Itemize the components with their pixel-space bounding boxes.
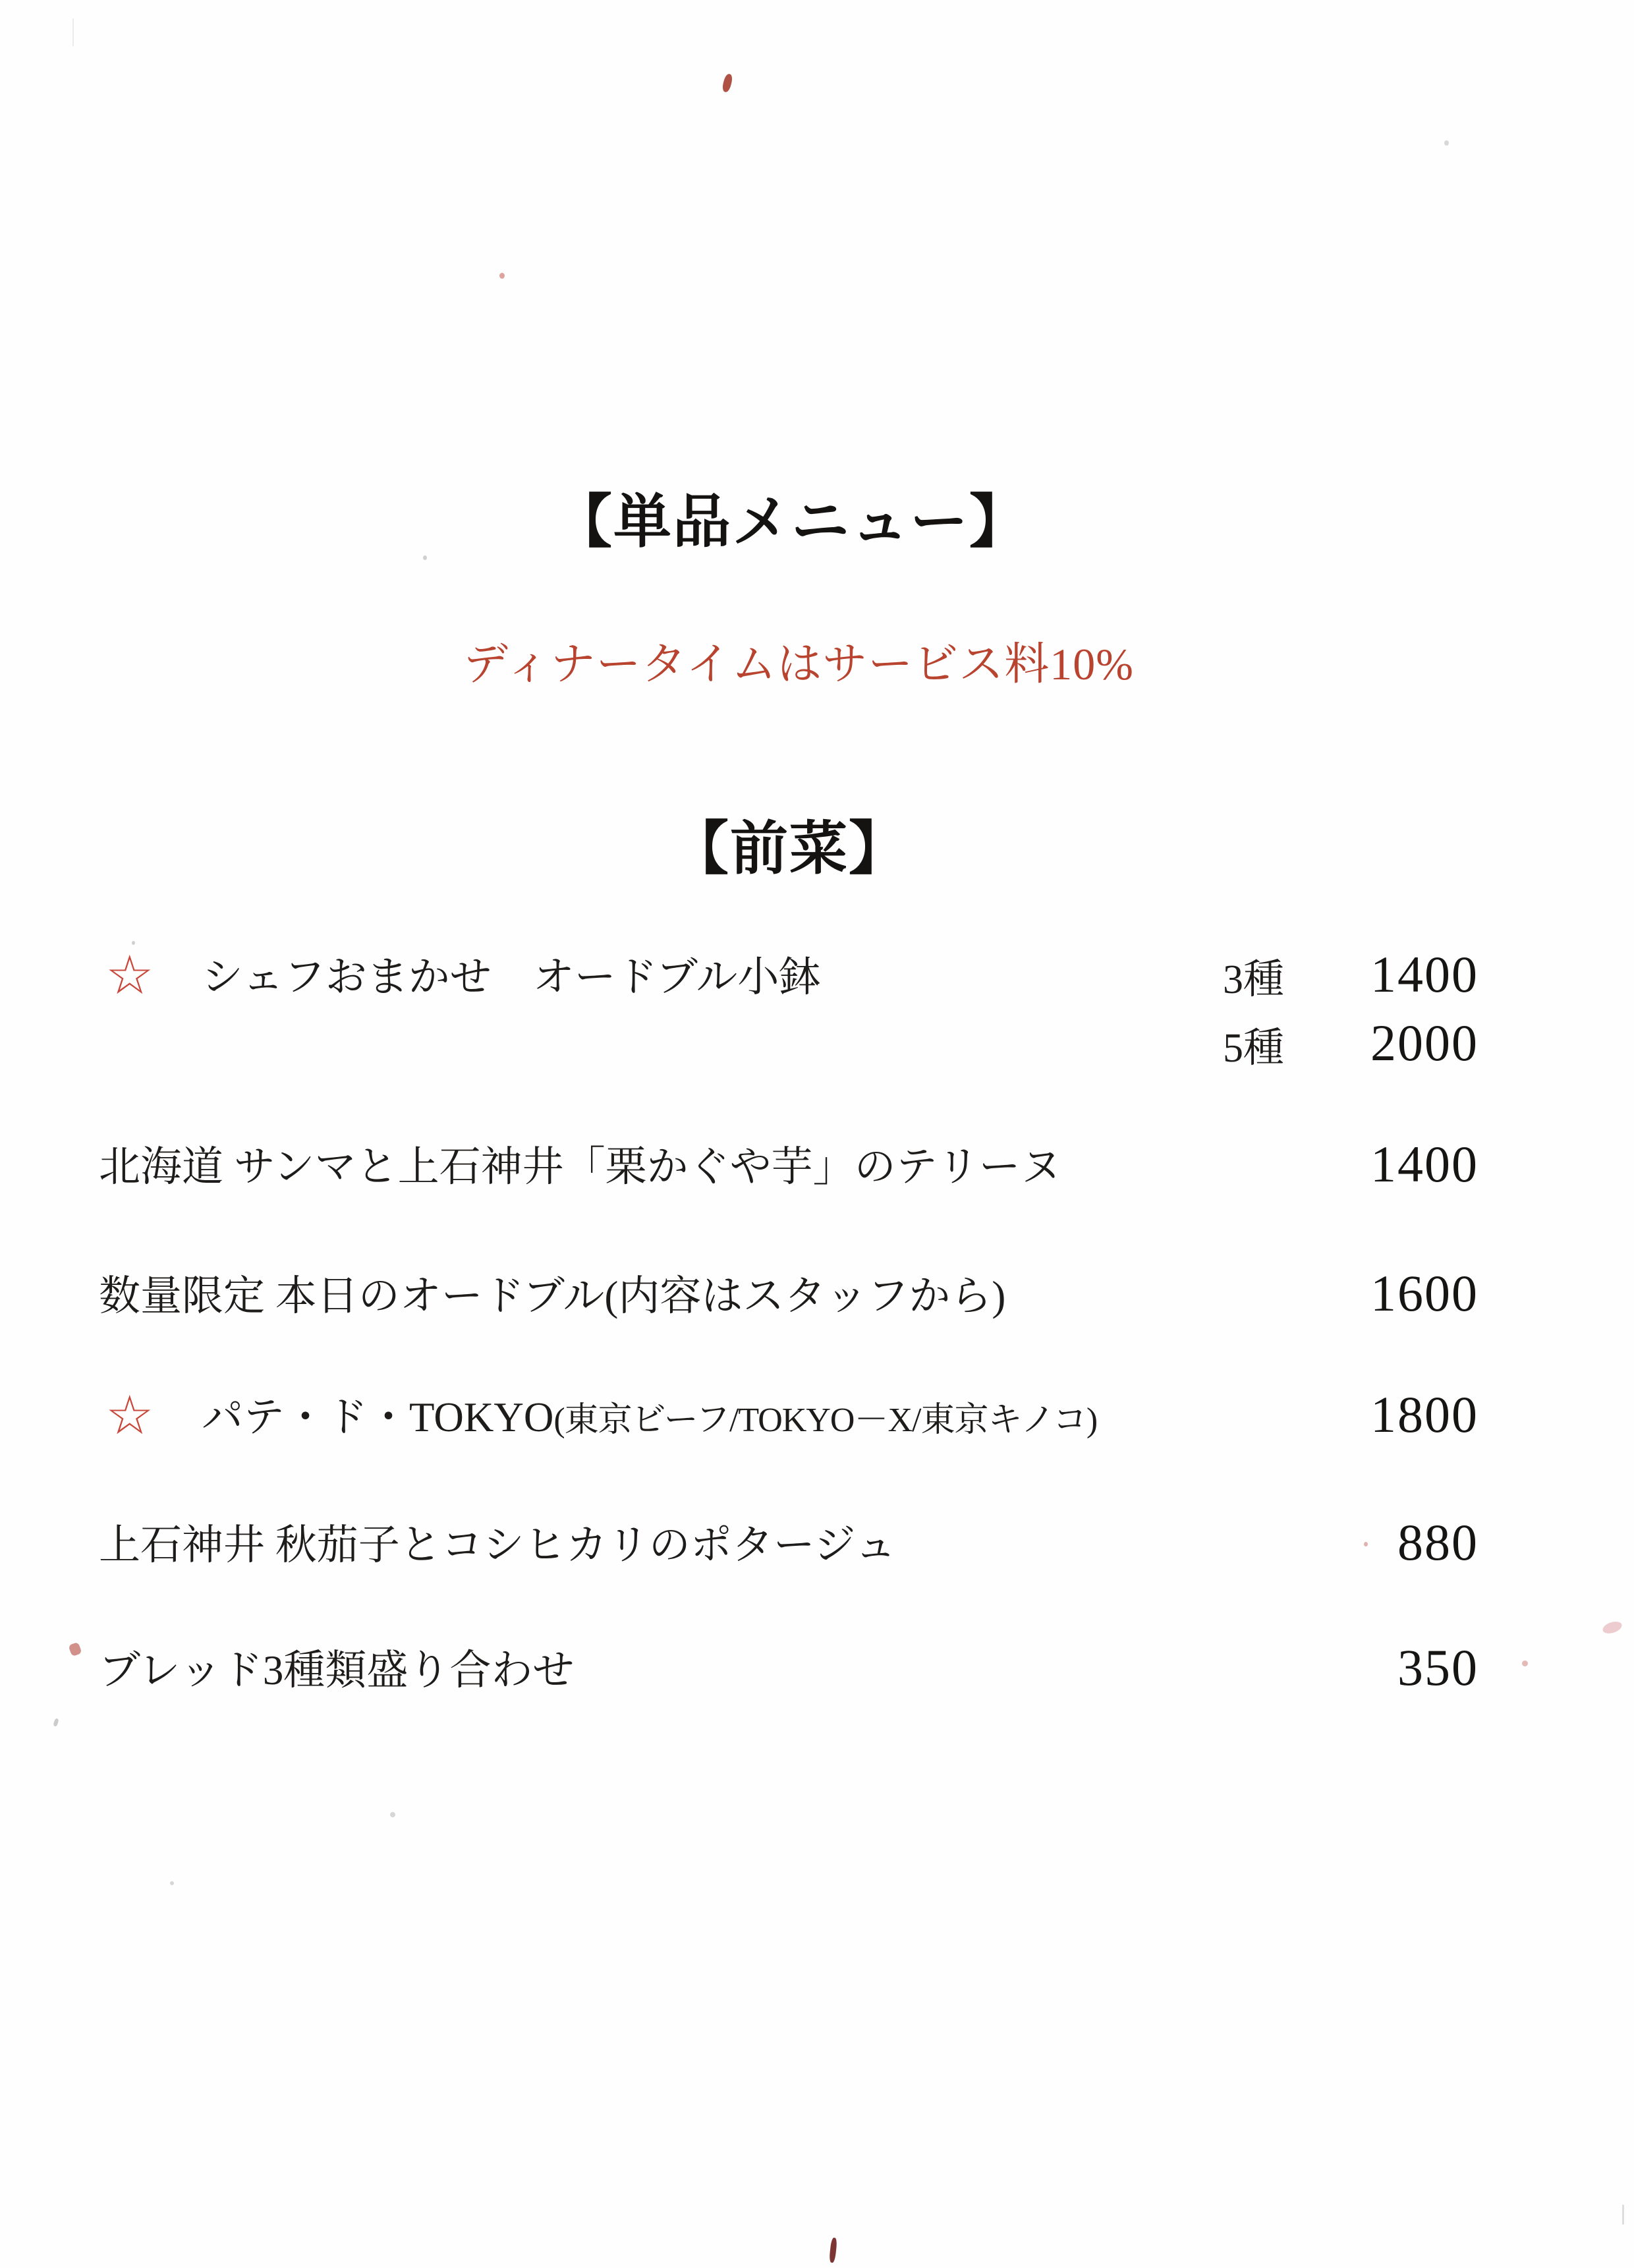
menu-item-name: ブレッド3種類盛り合わせ xyxy=(99,1647,575,1693)
price-value: 1600 xyxy=(1370,1264,1479,1322)
menu-item-name: 北海道 サンマと上石神井「栗かぐや芋」のテリーヌ xyxy=(99,1144,1062,1190)
price-label: 5種 xyxy=(1223,1026,1285,1071)
menu-item xyxy=(0,1639,1634,1722)
menu-item-name: 上石神井 秋茄子とコシヒカリのポタージュ xyxy=(99,1522,897,1568)
price-value: 350 xyxy=(1397,1639,1479,1696)
price-value: 1800 xyxy=(1370,1386,1479,1443)
scan-speckle xyxy=(170,1881,174,1885)
menu-item xyxy=(0,1386,1634,1469)
scan-streak xyxy=(1622,2205,1624,2225)
price-value: 2000 xyxy=(1370,1014,1479,1071)
price-value: 1400 xyxy=(1370,946,1479,1003)
menu-item xyxy=(0,1264,1634,1348)
scan-speckle xyxy=(499,273,505,279)
star-icon: ☆ xyxy=(105,946,154,1006)
scan-speckle xyxy=(390,1812,395,1817)
scan-streak xyxy=(72,18,74,46)
scan-speckle xyxy=(829,2238,837,2263)
scan-speckle xyxy=(1601,1620,1623,1635)
scan-speckle xyxy=(423,555,427,560)
menu-item-name: シェフおまかせ オードブル小鉢 xyxy=(202,954,821,1000)
menu-item xyxy=(0,1514,1634,1597)
section-heading-appetizers: 【前菜】 xyxy=(670,818,909,882)
menu-item-name-note: (東京ビーフ/TOKYO－X/東京キノコ) xyxy=(553,1402,1098,1439)
price-value: 1400 xyxy=(1370,1135,1479,1193)
scan-speckle xyxy=(132,941,135,945)
price-label: 3種 xyxy=(1223,957,1285,1002)
menu-item-name: 数量限定 本日のオードブル(内容はスタッフから) xyxy=(99,1273,1006,1319)
scan-speckle xyxy=(721,73,733,93)
menu-item xyxy=(0,946,1634,1102)
service-notice: ディナータイムはサービス料10% xyxy=(463,639,1134,689)
price-value: 880 xyxy=(1397,1514,1479,1571)
scan-speckle xyxy=(1364,1542,1368,1546)
star-icon: ☆ xyxy=(105,1386,154,1446)
menu-item-name-main: パテ・ド・TOKYO xyxy=(202,1394,554,1440)
scan-speckle xyxy=(1444,140,1449,146)
menu-item-name xyxy=(202,1394,1098,1440)
page-title: 【単品メニュー】 xyxy=(553,491,1029,555)
scan-speckle xyxy=(1522,1660,1528,1666)
menu-item xyxy=(0,1135,1634,1219)
